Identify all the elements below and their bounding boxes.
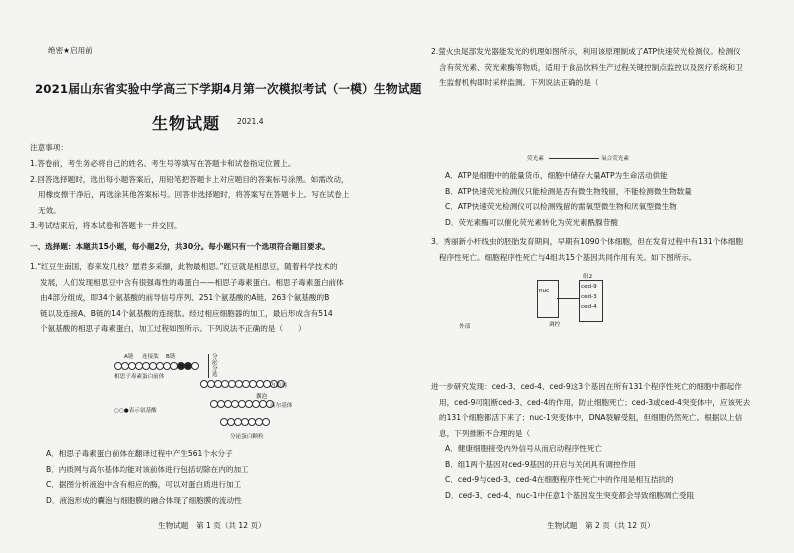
secret-mark: 绝密★启用前: [48, 46, 93, 55]
page-footer: 生物试题 第 1 页（共 12 页）: [158, 521, 266, 530]
option-b: B．ATP快速荧光检测仪只能检测是否有微生物残留，不能检测微生物数量: [445, 186, 692, 196]
vacuole-chain: [220, 418, 269, 426]
q2-options: [445, 168, 692, 230]
arrow-line: [208, 354, 209, 378]
question-3-stem: [431, 234, 743, 265]
option-b: B．组1两个基因对ced-9基因的开启与关闭具有调控作用: [445, 459, 636, 469]
linker-label: 连接肽: [142, 354, 159, 360]
subject-title: 生物试题: [152, 114, 221, 133]
q3-line: 程序性死亡。细胞程序性死亡与4组共15个基因共同作用有关。如下图所示。: [439, 252, 697, 262]
notice-line: 2.回答选择题时，选出每小题答案后，用铅笔把答题卡上对应题目的答案标号涂黑。如需改动，: [30, 174, 349, 184]
q3-body-line: 的131个细胞都活下来了；nuc-1突变体中，DNA裂解受阻，但细胞仍然死亡。根据以上信: [439, 413, 743, 422]
apoptosis-pathway-diagram: [457, 270, 657, 340]
q1-options: [46, 446, 249, 508]
option-c: C．ATP快速荧光检测仪可以检测残留的需氧型微生物和厌氧型微生物: [445, 202, 677, 211]
q3-line: 3．秀丽新小杆线虫的胚胎发育期间，早期有1090个体细胞，但在发育过程中有131个体细胞: [431, 237, 744, 246]
option-d: D．液泡形成的囊泡与细胞膜的融合体现了细胞膜的流动性: [46, 495, 242, 505]
q3-body-line: 息，下列推断不合理的是（: [439, 428, 531, 438]
exam-title: 2021届山东省实验中学高三下学期4月第一次模拟考试（一模）生物试题: [35, 82, 422, 96]
q1-line: 1.“红豆生南国，春来发几枝？愿君多采撷，此物最相思。”红豆就是相思豆，随着科学技术的: [30, 262, 338, 271]
notice-line: 用橡皮擦干净后，再选涂其他答案标号。回答非选择题时，将答案写在答题卡上。写在试卷上: [38, 190, 350, 199]
precursor-label: 相思子毒素蛋白前体: [114, 374, 165, 380]
golgi-label: 高尔基体: [270, 403, 293, 409]
option-c: C．据图分析液泡中含有相应的酶，可以对蛋白质进行加工: [46, 480, 242, 489]
reaction-arrow: [549, 158, 599, 159]
pathway-arrow: [557, 298, 579, 299]
q1-line: 发展，人们发现相思豆中含有很强毒性的毒蛋白——相思子毒素蛋白。相思子毒素蛋白前体: [40, 277, 344, 287]
option-a: A．健康细胞接受内外信号从而启动程序性死亡: [445, 444, 603, 453]
option-a: A．相思子毒素蛋白前体在翻译过程中产生561个水分子: [46, 449, 233, 458]
group1-box: [537, 280, 559, 318]
protein-processing-diagram: [110, 352, 310, 444]
group2-label: 组2: [583, 274, 593, 280]
ced3-label: ced-3: [581, 294, 597, 300]
page-footer: 生物试题 第 2 页（共 12 页）: [547, 521, 655, 530]
vesicle-label: 囊泡: [256, 394, 268, 400]
notice-line: 无效。: [38, 205, 61, 215]
mature-label: 分泌蛋白颗粒: [230, 434, 264, 440]
option-b: B．内质网与高尔基体均能对该前体进行包括切除在内的加工: [46, 464, 249, 474]
ced4-label: ced-4: [581, 304, 597, 310]
q1-line: 个氨基酸的相思子毒素蛋白，加工过程如图所示。下列说法不正确的是（ ）: [40, 324, 306, 333]
question-1-stem: [30, 259, 344, 337]
golgi-chain: [210, 400, 273, 408]
q1-line: 链以及连接A、B链的14个氨基酸的连接肽。经过相应细胞器的加工，最后形成含有514: [40, 308, 333, 318]
q3-body-line: 用，ced-9可阻断ced-3、ced-4的作用，防止细胞死亡；ced-3或ced-4突变体中，应该死去: [439, 397, 751, 407]
oxyluciferin-label: 氧合荧光素: [601, 156, 629, 162]
q2-line: 2.萤火虫尾部发光器能发光的机理如图所示，利用该原理制成了ATP快速荧光检测仪。检测仪: [431, 47, 741, 56]
q2-line: 含有荧光素、荧光素酶等物质，适用于食品饮料生产过程关键控制点监控以及医疗系统和卫: [439, 62, 743, 72]
ced9-label: ced-9: [581, 284, 597, 290]
q3-body: [431, 379, 750, 441]
option-a: A．ATP是细胞中的能量货币，细胞中储存大量ATP为生命活动供能: [445, 171, 668, 180]
section-heading: 一、选择题：本题共15小题，每小题2分，共30分。每小题只有一个选项符合题目要求。: [30, 242, 330, 251]
b-chain-label: B链: [166, 354, 176, 360]
outside-label: 外部: [459, 324, 471, 330]
exam-date: 2021.4: [237, 117, 264, 126]
option-c: C．ced-9与ced-3、ced-4在细胞程序性死亡中的作用是相互拮抗的: [445, 475, 674, 484]
precursor-chain: [114, 362, 198, 370]
luciferin-label: 荧光素: [527, 156, 544, 162]
q3-body-line: 进一步研究发现：ced-3、ced-4、ced-9这3个基因在所有131个程序性死亡的细胞中都起作: [431, 382, 742, 391]
regulate-label: 调控: [549, 322, 561, 328]
option-d: D．荧光素酶可以催化荧光素转化为荧光素酰腺苷酸: [445, 217, 618, 227]
notice-line: 1.答卷前，考生务必将自己的姓名、考生号等填写在答题卡和试卷指定位置上。: [30, 159, 296, 168]
q1-line: 由4部分组成，即34个氨基酸的前导信号序列、251个氨基酸的A链、263个氨基酸的B: [40, 293, 330, 302]
notice-heading: 注意事项：: [30, 143, 68, 152]
q3-options: [445, 441, 694, 503]
secretion-label: 分泌分选: [212, 354, 218, 378]
ribosome-legend: ○○●表示氨基酸: [114, 408, 157, 414]
q2-line: 生监督机构即时采样监测。下列说法正确的是（: [439, 78, 599, 87]
notice-line: 3.考试结束后，将本试卷和答题卡一并交回。: [30, 221, 182, 230]
a-chain-label: A链: [124, 354, 134, 360]
option-d: D．ced-3、ced-4、nuc-1中任意1个基因发生突变都会导致细胞凋亡受阻: [445, 490, 695, 500]
nuc-label: nuc: [539, 288, 550, 294]
er-label: 内质网: [270, 383, 287, 389]
notice-list: [30, 156, 349, 234]
right-page: [397, 0, 794, 553]
question-2-stem: [431, 44, 743, 91]
